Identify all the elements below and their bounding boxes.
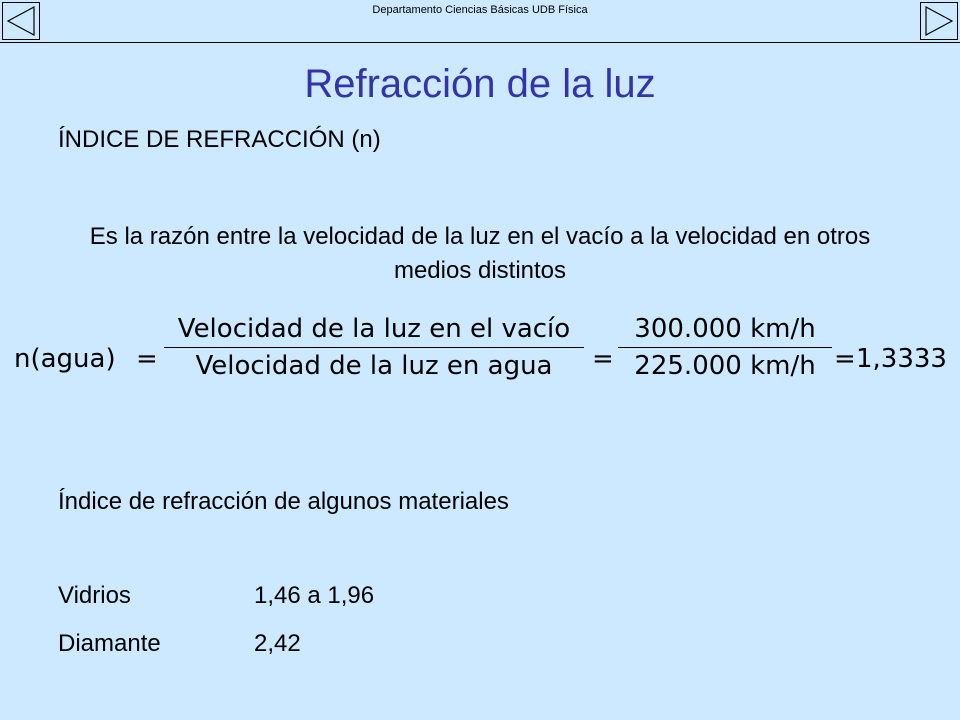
material-index: 2,42	[254, 630, 301, 657]
refraction-formula	[14, 310, 947, 410]
fraction-numerator: 300.000 km/h	[634, 314, 816, 344]
slide-title: Refracción de la luz	[304, 62, 656, 106]
material-index: 1,46 a 1,96	[254, 582, 375, 609]
formula-lhs: n(agua)	[14, 344, 116, 374]
materials-heading: Índice de refracción de algunos materiales	[58, 488, 509, 515]
fraction-bar	[618, 347, 832, 348]
next-slide-button[interactable]	[920, 2, 958, 40]
triangle-right-icon	[921, 3, 957, 39]
formula-equals-2: =	[592, 344, 614, 374]
formula-fraction-values	[618, 314, 832, 381]
formula-fraction-speeds	[164, 314, 584, 381]
header-text: Departamento Ciencias Básicas UDB Física	[372, 4, 588, 16]
fraction-denominator: Velocidad de la luz en agua	[195, 351, 553, 381]
section-heading: ÍNDICE DE REFRACCIÓN (n)	[58, 126, 381, 153]
fraction-denominator: 225.000 km/h	[634, 351, 816, 381]
formula-equals-1: =	[136, 344, 158, 374]
material-name: Vidrios	[58, 582, 131, 609]
fraction-bar	[164, 347, 584, 348]
formula-equals-3: =	[834, 344, 856, 374]
top-bar	[0, 0, 960, 44]
material-name: Diamante	[58, 630, 161, 657]
definition-text: Es la razón entre la velocidad de la luz en el vacío a la velocidad en otros medios distintos	[89, 223, 871, 284]
header-divider	[0, 42, 960, 43]
fraction-numerator: Velocidad de la luz en el vacío	[177, 314, 571, 344]
formula-result: 1,3333	[856, 344, 947, 374]
